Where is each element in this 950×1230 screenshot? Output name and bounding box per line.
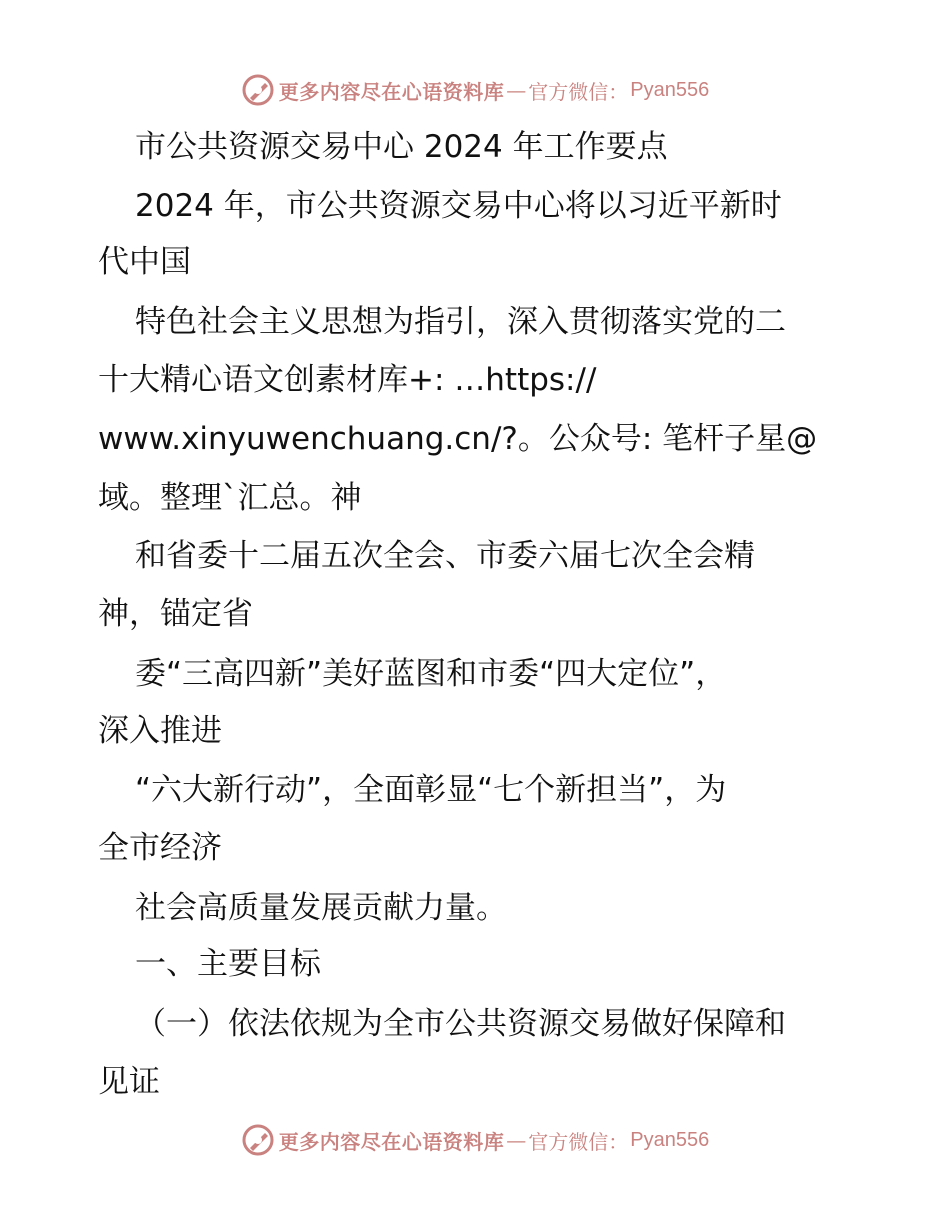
banner-separator: — — [506, 78, 527, 102]
banner-text: 更多内容尽在心语资料库 — [278, 79, 505, 104]
text-line: “六大新行动”，全面彰显“七个新担当”，为 — [135, 772, 727, 808]
text-line: 域。整理`汇总。神 — [98, 480, 362, 516]
text-line: 十大精心语文创素材库+: …https:// — [98, 362, 597, 398]
text-line: 深入推进 — [98, 713, 222, 749]
pen-logo-icon — [241, 1123, 275, 1157]
text-line: 全市经济 — [98, 830, 222, 866]
subsection-heading: （一）依法依规为全市公共资源交易做好保障和 — [135, 1006, 786, 1042]
text-line: 代中国 — [98, 244, 191, 280]
header-watermark-banner — [0, 68, 950, 112]
banner-wechat-id: Pyan556 — [630, 1128, 710, 1151]
text-line: 委“三高四新”美好蓝图和市委“四大定位”， — [135, 656, 727, 692]
banner-text: 更多内容尽在心语资料库 — [278, 1129, 505, 1154]
text-line: 特色社会主义思想为指引，深入贯彻落实党的二 — [135, 304, 786, 340]
banner-wechat-label: 官方微信： — [528, 79, 629, 104]
pen-logo-icon — [241, 73, 275, 107]
document-title: 市公共资源交易中心 2024 年工作要点 — [135, 129, 668, 165]
text-line: 神，锚定省 — [98, 596, 253, 632]
banner-separator: — — [506, 1128, 527, 1152]
text-line-url: www.xinyuwenchuang.cn/?。公众号: 笔杆子星@ — [98, 421, 818, 457]
text-line: 见证 — [98, 1064, 160, 1100]
banner-wechat-label: 官方微信： — [528, 1129, 629, 1154]
text-line: 2024 年，市公共资源交易中心将以习近平新时 — [135, 188, 782, 224]
text-line: 社会高质量发展贡献力量。 — [135, 890, 507, 926]
footer-watermark-banner — [0, 1118, 950, 1162]
text-line: 和省委十二届五次全会、市委六届七次全会精 — [135, 538, 755, 574]
section-heading: 一、主要目标 — [135, 946, 321, 982]
banner-wechat-id: Pyan556 — [630, 78, 710, 101]
